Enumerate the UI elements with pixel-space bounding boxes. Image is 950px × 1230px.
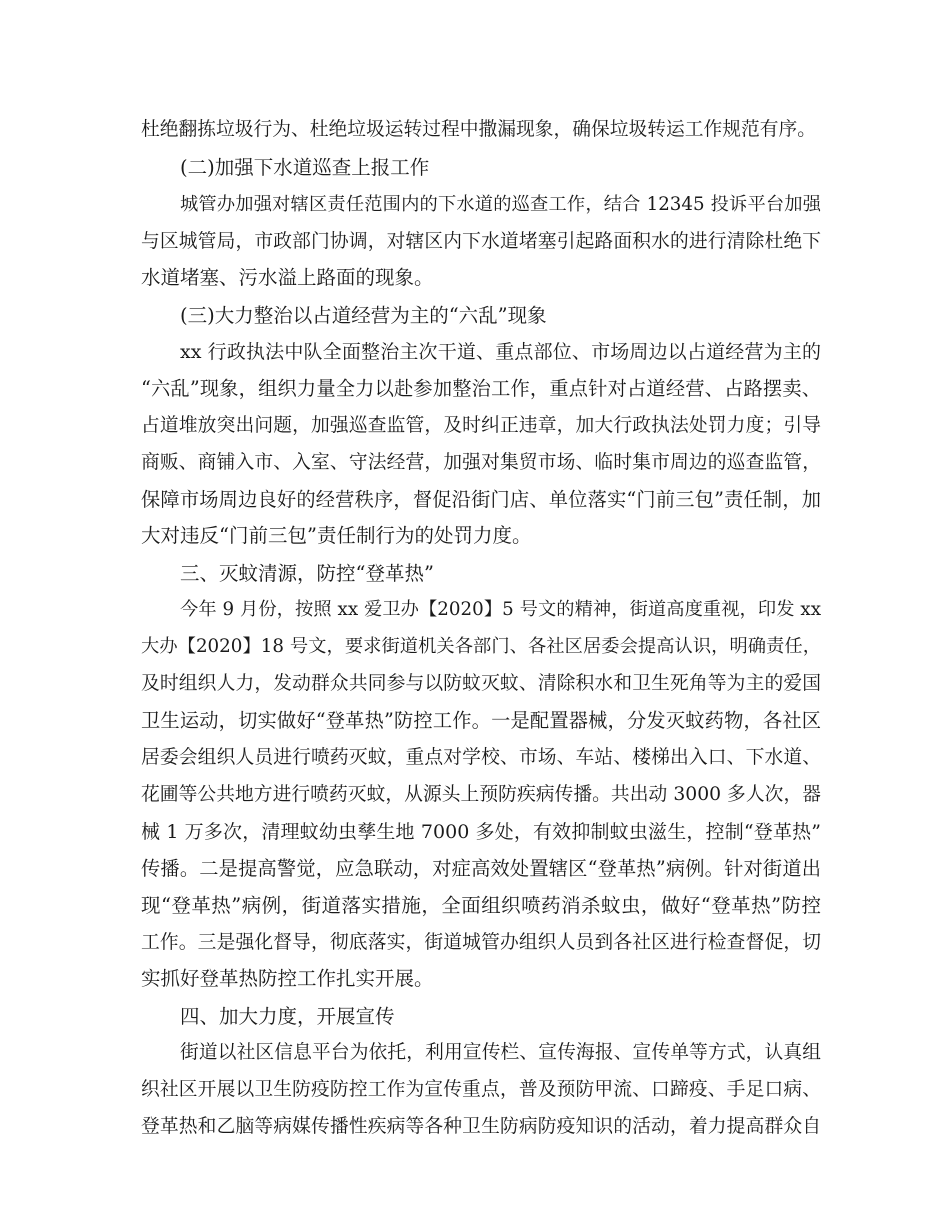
text-line: 商贩、商铺入市、入室、守法经营，加强对集贸市场、临时集市周边的巡查监管，: [141, 452, 821, 473]
section-heading: (二)加强下水道巡查上报工作: [180, 156, 430, 179]
section-heading: (三)大力整治以占道经营为主的“六乱”现象: [180, 304, 547, 327]
text-line: 及时组织人力，发动群众共同参与以防蚊灭蚊、清除积水和卫生死角等为主的爱国: [141, 673, 821, 694]
text-line: 工作。三是强化督导，彻底落实，街道城管办组织人员到各社区进行检查督促，切: [141, 932, 821, 953]
text-line: 大办【2020】18 号文，要求街道机关各部门、各社区居委会提高认识，明确责任，: [141, 636, 821, 657]
section-heading: 三、灭蚊清源，防控“登革热”: [180, 562, 434, 585]
text-line: 占道堆放突出问题，加强巡查监管，及时纠正违章，加大行政执法处罚力度；引导: [141, 415, 821, 436]
text-line: 与区城管局，市政部门协调，对辖区内下水道堵塞引起路面积水的进行清除杜绝下: [141, 231, 821, 252]
text-line: 大对违反“门前三包”责任制行为的处罚力度。: [141, 524, 532, 547]
section-heading: 四、加大力度，开展宣传: [180, 1005, 395, 1028]
text-line: 今年 9 月份，按照 xx 爱卫办【2020】5 号文的精神，街道高度重视，印发 xx: [180, 599, 821, 620]
text-line: 登革热和乙脑等病媒传播性疾病等各种卫生防病防疫知识的活动，着力提高群众自: [141, 1116, 821, 1137]
text-line: 水道堵塞、污水溢上路面的现象。: [141, 266, 434, 289]
text-line: 械 1 万多次，清理蚊幼虫孳生地 7000 多处，有效抑制蚊虫滋生，控制“登革热”: [141, 821, 821, 843]
text-line: 保障市场周边良好的经营秩序，督促沿街门店、单位落实“门前三包”责任制，加: [141, 488, 821, 511]
text-line: 街道以社区信息平台为依托，利用宣传栏、宣传海报、宣传单等方式，认真组: [180, 1042, 821, 1063]
text-line: 居委会组织人员进行喷药灭蚊，重点对学校、市场、车站、楼梯出入口、下水道、: [141, 747, 821, 768]
text-line: 织社区开展以卫生防疫防控工作为宣传重点，普及预防甲流、口蹄疫、手足口病、: [141, 1079, 821, 1100]
text-line: 卫生运动，切实做好“登革热”防控工作。一是配置器械，分发灭蚊药物，各社区: [141, 709, 821, 732]
text-line: 花圃等公共地方进行喷药灭蚊，从源头上预防疾病传播。共出动 3000 多人次，器: [141, 784, 821, 805]
text-line: 现“登革热”病例，街道落实措施，全面组织喷药消杀蚊虫，做好“登革热”防控: [141, 894, 821, 917]
text-line: 城管办加强对辖区责任范围内的下水道的巡查工作，结合 12345 投诉平台加强: [180, 194, 821, 215]
text-line: xx 行政执法中队全面整治主次干道、重点部位、市场周边以占道经营为主的: [180, 341, 821, 363]
text-line: “六乱”现象，组织力量全力以赴参加整治工作，重点针对占道经营、占路摆卖、: [141, 377, 821, 400]
text-line: 实抓好登革热防控工作扎实开展。: [141, 967, 434, 990]
text-line: 传播。二是提高警觉，应急联动，对症高效处置辖区“登革热”病例。针对街道出: [141, 857, 821, 880]
text-line: 杜绝翻拣垃圾行为、杜绝垃圾运转过程中撒漏现象，确保垃圾转运工作规范有序。: [141, 119, 816, 140]
